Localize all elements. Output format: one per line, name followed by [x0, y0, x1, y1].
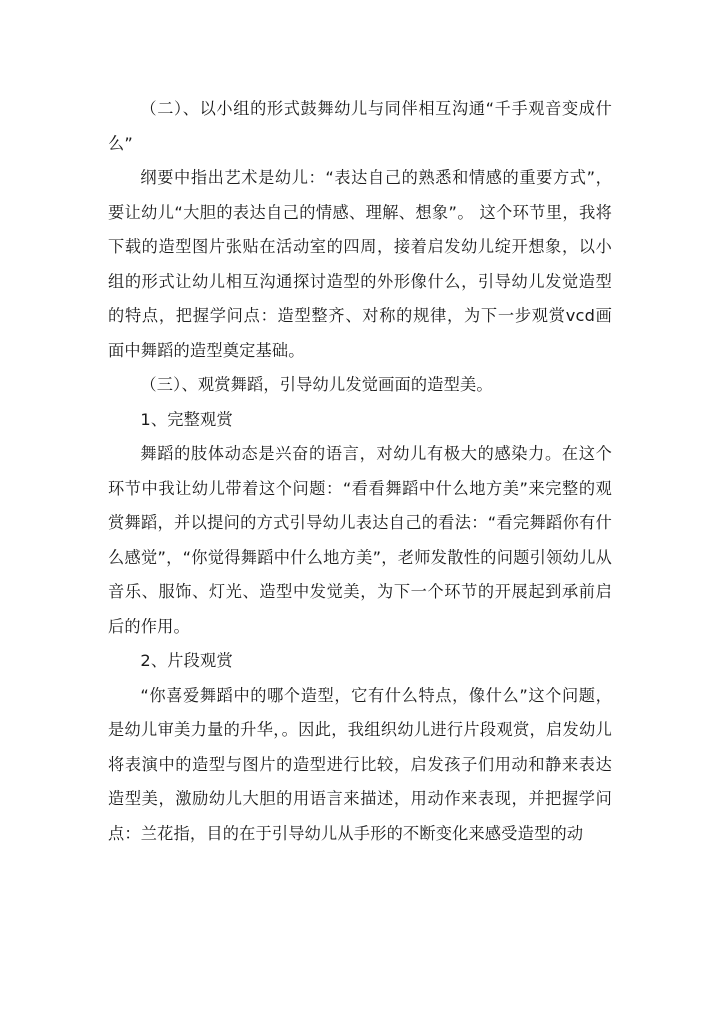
- body-paragraph: “你喜爱舞蹈中的哪个造型，它有什么特点，像什么”这个问题，是幼儿审美力量的升华，。因此，我组织幼儿进行片段观赏，启发幼儿将表演中的造型与图片的造型进行比较，启发孩子们用动和静来表达造型美，激励幼儿大胆的用语言来描述，用动作来表现，并把握学问点：兰花指，目的在于引导幼儿从手形的不断变化来感受造型的动: [108, 685, 612, 843]
- section-heading-3: （三）、观赏舞蹈，引导幼儿发觉画面的造型美。: [140, 375, 493, 394]
- body-paragraph: 纲要中指出艺术是幼儿：“表达自己的熟悉和情感的重要方式”，要让幼儿“大胆的表达自己的情感、理解、想象”。 这个环节里，我将下载的造型图片张贴在活动室的四周，接着启发幼儿绽开想象，以小组的形式让幼儿相互沟通探讨造型的外形像什么，引导幼儿发觉造型的特点，把握学问点：造型整齐、对称的规律，为下一步观赏vcd画面中舞蹈的造型奠定基础。: [108, 168, 612, 360]
- subheading-segment-viewing: 2、片段观赏: [140, 651, 233, 670]
- subheading-full-viewing: 1、完整观赏: [140, 409, 233, 429]
- body-paragraph: 舞蹈的肢体动态是兴奋的语言，对幼儿有极大的感染力。在这个环节中我让幼儿带着这个问题：“看看舞蹈中什么地方美”来完整的观赏舞蹈，并以提问的方式引导幼儿表达自己的看法：“看完舞蹈你有什么感觉”，“你觉得舞蹈中什么地方美”，老师发散性的问题引领幼儿从音乐、服饰、灯光、造型中发觉美，为下一个环节的开展起到承前启后的作用。: [108, 444, 612, 636]
- section-heading-2: （二）、以小组的形式鼓舞幼儿与同伴相互沟通“千手观音变成什么”: [108, 99, 612, 153]
- document-body: [108, 92, 612, 851]
